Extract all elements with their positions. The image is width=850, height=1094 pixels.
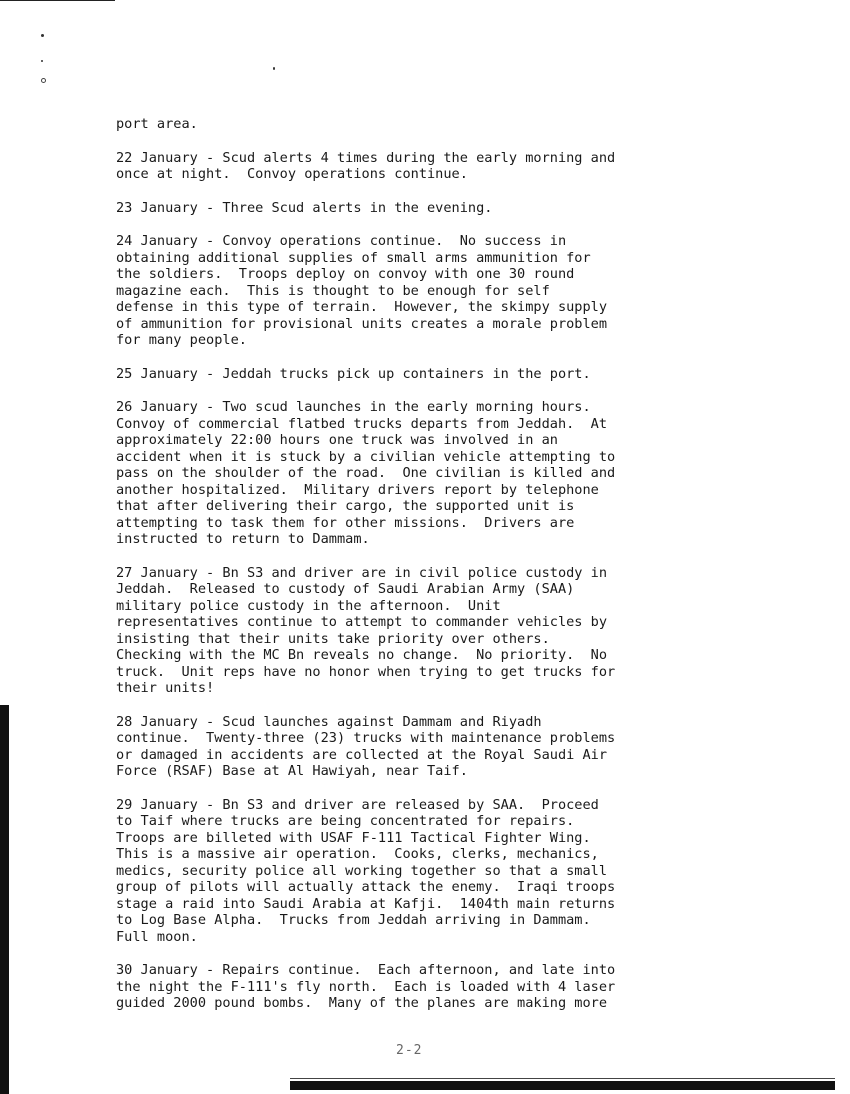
scan-speck xyxy=(41,34,44,37)
scan-speck xyxy=(41,60,43,62)
entry-27-january: 27 January - Bn S3 and driver are in civil police custody in Jeddah. Released to custody of Saudi Arabian Army (SAA) military police custody in the afternoon. Unit representatives continue to attempt to commander vehicles by insisting that their units take priority over others. Checking with the MC Bn reveals no change. No priority. No truck. Unit reps have no honor when trying to get trucks for their units! xyxy=(116,564,616,696)
bottom-scan-rule xyxy=(290,1081,835,1090)
document-body xyxy=(116,116,728,1029)
scan-speck xyxy=(41,78,46,83)
left-scan-edge xyxy=(0,705,9,1094)
top-scan-rule xyxy=(0,0,115,1)
entry-26-january: 26 January - Two scud launches in the early morning hours. Convoy of commercial flatbed trucks departs from Jeddah. At approximately 22:00 hours one truck was involved in an accident when it is stuck by a civilian vehicle attempting to pass on the shoulder of the road. One civilian is killed and another hospitalized. Military drivers report by telephone that after delivering their cargo, the supported unit is attempting to task them for other missions. Drivers are instructed to return to Dammam. xyxy=(116,399,616,547)
entry-22-january: 22 January - Scud alerts 4 times during the early morning and once at night. Convoy operations continue. xyxy=(116,149,616,182)
entry-24-january: 24 January - Convoy operations continue. No success in obtaining additional supplies of small arms ammunition for the soldiers. Troops deploy on convoy with one 30 round magazine each. This is thought to be enough for self defense in this type of terrain. However, the skimpy supply of ammunition for provisional units creates a morale problem for many people. xyxy=(116,233,608,348)
page-number: 2-2 xyxy=(396,1043,423,1058)
entry-29-january: 29 January - Bn S3 and driver are released by SAA. Proceed to Taif where trucks are being concentrated for repairs. Troops are billeted with USAF F-111 Tactical Fighter Wing. This is a massive air operation. Cooks, clerks, mechanics, medics, security police all working together so that a small group of pilots will actually attack the enemy. Iraqi troops stage a raid into Saudi Arabia at Kafji. 1404th main returns to Log Base Alpha. Trucks from Jeddah arriving in Dammam. Full moon. xyxy=(116,796,616,945)
entry-30-january: 30 January - Repairs continue. Each afternoon, and late into the night the F-111's fly north. Each is loaded with 4 laser guided 2000 pound bombs. Many of the planes are making more xyxy=(116,962,616,1011)
paragraph-continuation: port area. xyxy=(116,116,198,132)
scan-speck xyxy=(273,67,275,70)
entry-25-january: 25 January - Jeddah trucks pick up containers in the port. xyxy=(116,365,591,382)
bottom-scan-rule-thin xyxy=(290,1078,835,1079)
entry-28-january: 28 January - Scud launches against Dammam and Riyadh continue. Twenty-three (23) trucks with maintenance problems or damaged in accidents are collected at the Royal Saudi Air Force (RSAF) Base at Al Hawiyah, near Taif. xyxy=(116,713,616,779)
entry-23-january: 23 January - Three Scud alerts in the evening. xyxy=(116,199,493,216)
